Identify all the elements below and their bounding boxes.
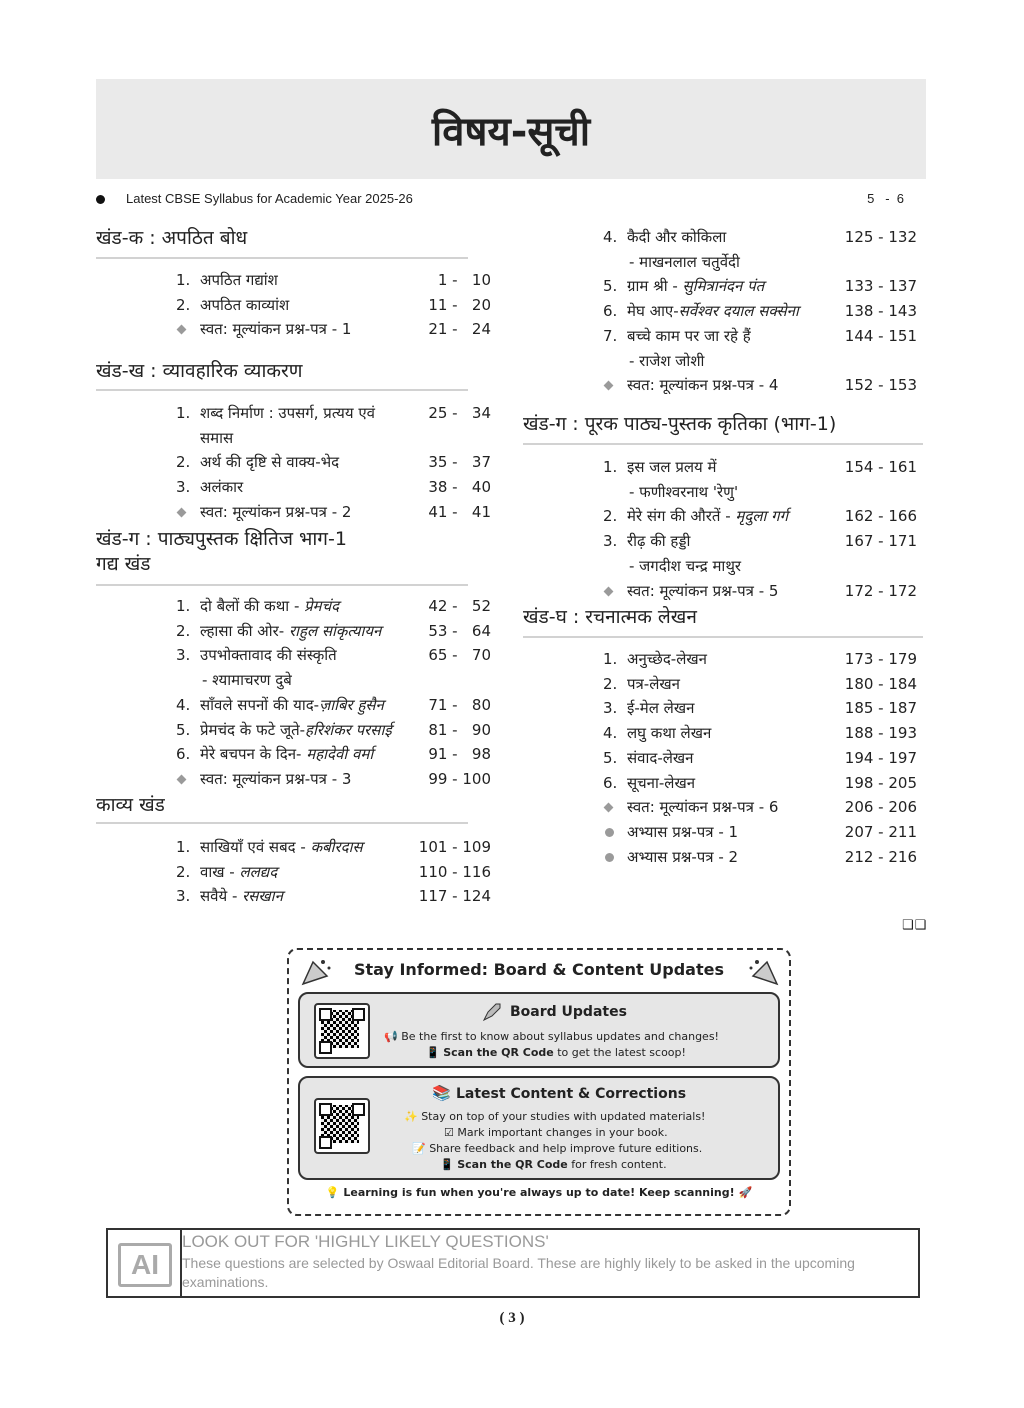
item-pages: 144 - 151 — [844, 326, 917, 345]
item-pages: 185 - 187 — [844, 699, 917, 718]
board-updates-line1: 📢 Be the first to know about syllabus updates and changes! — [384, 1030, 719, 1043]
item-pages: 117 - 124 — [418, 887, 491, 906]
toc-item — [603, 326, 751, 346]
item-number: 3. — [176, 478, 191, 497]
item-title: बच्चे काम पर जा रहे हैं — [627, 326, 751, 345]
item-number: 7. — [603, 326, 618, 345]
toc-item — [603, 227, 726, 247]
item-title: उपभोक्तावाद की संस्कृति — [200, 646, 337, 665]
section-rule — [523, 443, 923, 445]
toc-item — [176, 452, 339, 472]
item-number: 3. — [176, 887, 191, 906]
item-pages: 42 - 52 — [428, 597, 491, 615]
item-pages: 21 - 24 — [428, 320, 491, 339]
syllabus-row — [96, 191, 926, 209]
item-title: सूचना-लेखन — [627, 773, 696, 792]
subsection-heading: गद्य खंड — [96, 553, 151, 575]
ai-description: These questions are selected by Oswaal Editorial Board. These are highly likely to be asked in the upcoming examinations. — [182, 1255, 855, 1290]
item-author: - श्यामाचरण दुबे — [202, 671, 292, 690]
toc-item — [200, 502, 351, 522]
item-title-continued: समास — [200, 428, 234, 447]
books-icon: 📚 — [432, 1084, 451, 1102]
item-number: 5. — [176, 720, 191, 739]
item-number: 1. — [176, 271, 191, 289]
item-pages: 212 - 216 — [844, 847, 917, 866]
updates-title: Stay Informed: Board & Content Updates — [354, 960, 724, 979]
item-number: 2. — [176, 295, 191, 314]
item-title: मेरे बचपन के दिन- — [200, 745, 307, 764]
item-title: दो बैलों की कथा - — [200, 597, 305, 615]
item-author: प्रेमचंद — [304, 597, 340, 615]
item-title: स्वत: मूल्यांकन प्रश्न-पत्र - 4 — [627, 376, 779, 395]
item-title: वाख - — [200, 862, 240, 881]
item-number: 4. — [176, 695, 191, 714]
item-number: 2. — [603, 674, 618, 693]
section-heading: खंड-ख : व्यावहारिक व्याकरण — [96, 360, 303, 382]
bullet-icon — [96, 195, 105, 204]
toc-item — [603, 301, 799, 321]
item-title: ग्राम श्री - — [627, 277, 683, 296]
page-title: विषय-सूची — [431, 108, 591, 155]
item-title: अभ्यास प्रश्न-पत्र - 2 — [627, 847, 739, 866]
item-number: 1. — [603, 650, 618, 668]
item-number: 2. — [603, 507, 618, 526]
section-rule — [96, 389, 468, 391]
item-title: सवैये - — [200, 887, 243, 906]
item-title: साखियाँ एवं सबद - — [200, 838, 311, 856]
qr-code[interactable] — [314, 1003, 370, 1059]
item-pages: 152 - 153 — [844, 376, 917, 395]
item-number: 3. — [603, 532, 618, 551]
toc-item — [603, 649, 707, 669]
ai-info-box — [106, 1228, 920, 1298]
item-title: मेघ आए- — [627, 302, 679, 321]
item-title: स्वत: मूल्यांकन प्रश्न-पत्र - 2 — [200, 502, 352, 521]
diamond-bullet-icon — [177, 325, 187, 335]
item-number: 4. — [603, 228, 618, 246]
toc-item — [603, 748, 694, 768]
toc-item — [627, 797, 778, 817]
item-pages: 101 - 109 — [418, 838, 491, 856]
item-pages: 173 - 179 — [844, 650, 917, 668]
toc-item — [176, 295, 289, 315]
title-banner — [96, 79, 926, 179]
checkmark-icon: ☑ — [444, 1126, 458, 1139]
qr-code[interactable] — [314, 1098, 370, 1154]
section-heading: खंड-क : अपठित बोध — [96, 227, 248, 249]
toc-item — [603, 531, 690, 551]
item-pages: 206 - 206 — [844, 798, 917, 817]
section-heading: खंड-घ : रचनात्मक लेखन — [523, 606, 697, 628]
party-popper-icon — [299, 956, 333, 986]
item-title: संवाद-लेखन — [627, 748, 694, 767]
party-popper-icon — [747, 956, 781, 986]
updates-footer: 💡 Learning is fun when you're always up to date! Keep scanning! 🚀 — [325, 1186, 753, 1199]
circle-bullet-icon — [605, 828, 614, 837]
item-pages: 81 - 90 — [428, 720, 491, 739]
item-number: 1. — [176, 597, 191, 615]
item-pages: 41 - 41 — [428, 502, 491, 521]
ai-title: LOOK OUT FOR 'HIGHLY LIKELY QUESTIONS' — [182, 1232, 549, 1251]
item-author: - राजेश जोशी — [629, 351, 705, 370]
item-title: इस जल प्रलय में — [627, 458, 717, 476]
item-title: रीढ़ की हड्डी — [627, 532, 691, 551]
item-title: लघु कथा लेखन — [627, 724, 712, 743]
item-title: अभ्यास प्रश्न-पत्र - 1 — [627, 822, 739, 841]
item-pages: 198 - 205 — [844, 773, 917, 792]
toc-item — [603, 506, 788, 526]
content-line1: ✨ Stay on top of your studies with updated materials! — [404, 1110, 706, 1123]
item-number: 1. — [176, 838, 191, 856]
diamond-bullet-icon — [604, 381, 614, 391]
item-title: अपठित काव्यांश — [200, 295, 290, 314]
toc-item — [603, 773, 695, 793]
end-mark: ❑❑ — [902, 918, 928, 933]
item-author: - माखनलाल चतुर्वेदी — [629, 252, 740, 271]
rocket-icon: 🚀 — [734, 1186, 753, 1199]
diamond-bullet-icon — [604, 803, 614, 813]
item-number: 3. — [603, 699, 618, 718]
diamond-bullet-icon — [604, 586, 614, 596]
item-pages: 207 - 211 — [844, 822, 917, 841]
toc-item — [176, 645, 337, 665]
item-title: शब्द निर्माण : उपसर्ग, प्रत्यय एवं — [200, 404, 375, 422]
diamond-bullet-icon — [177, 507, 187, 517]
toc-item — [603, 674, 680, 694]
toc-item — [176, 720, 392, 740]
item-pages: 11 - 20 — [428, 295, 491, 314]
item-number: 6. — [603, 302, 618, 321]
item-title: स्वत: मूल्यांकन प्रश्न-पत्र - 5 — [627, 581, 779, 600]
content-updates-heading: Latest Content & Corrections — [456, 1086, 687, 1102]
lightbulb-icon: 💡 — [325, 1186, 344, 1199]
section-rule — [523, 636, 923, 638]
item-title: अलंकार — [200, 478, 244, 497]
item-pages: 125 - 132 — [844, 228, 917, 246]
item-pages: 172 - 172 — [844, 581, 917, 600]
item-number: 6. — [176, 745, 191, 764]
toc-item — [176, 270, 278, 290]
toc-item — [176, 862, 277, 882]
phone-icon: 📱 — [440, 1158, 458, 1171]
item-number: 5. — [603, 277, 618, 296]
toc-item — [603, 276, 764, 296]
content-line4: 📱 Scan the QR Code for fresh content. — [440, 1158, 667, 1171]
item-author: - फणीश्वरनाथ 'रेणु' — [629, 482, 739, 501]
diamond-bullet-icon — [177, 774, 187, 784]
item-title: स्वत: मूल्यांकन प्रश्न-पत्र - 1 — [200, 320, 352, 339]
item-title: साँवले सपनों की याद- — [200, 695, 320, 714]
item-title: अर्थ की दृष्टि से वाक्य-भेद — [200, 453, 340, 472]
item-number: 2. — [176, 862, 191, 881]
toc-item — [627, 375, 778, 395]
item-author: ललद्यद — [239, 862, 278, 881]
item-pages: 188 - 193 — [844, 724, 917, 743]
content-line3: 📝 Share feedback and help improve future editions. — [412, 1142, 703, 1155]
item-author: हरिशंकर परसाई — [305, 720, 392, 739]
item-title: ल्हासा की ओर- — [200, 621, 289, 640]
section-rule — [96, 257, 468, 259]
toc-item — [176, 886, 283, 906]
toc-item — [603, 457, 717, 477]
item-pages: 180 - 184 — [844, 674, 917, 693]
section-heading: खंड-ग : पाठ्यपुस्तक क्षितिज भाग-1 — [96, 528, 347, 550]
toc-item — [176, 621, 381, 641]
item-pages: 167 - 171 — [844, 532, 917, 551]
item-title: स्वत: मूल्यांकन प्रश्न-पत्र - 3 — [200, 769, 352, 788]
toc-item — [176, 596, 339, 616]
item-pages: 38 - 40 — [428, 478, 491, 497]
board-updates-panel — [298, 992, 780, 1068]
toc-item — [176, 695, 384, 715]
megaphone-icon: 📢 — [384, 1030, 402, 1043]
subsection-heading: काव्य खंड — [96, 794, 165, 816]
sparkles-icon: ✨ — [404, 1110, 422, 1123]
item-pages: 162 - 166 — [844, 507, 917, 526]
circle-bullet-icon — [605, 853, 614, 862]
toc-item — [603, 723, 711, 743]
item-pages: 110 - 116 — [418, 862, 491, 881]
item-pages: 35 - 37 — [428, 453, 491, 472]
item-number: 5. — [603, 748, 618, 767]
updates-box — [287, 948, 791, 1216]
board-updates-heading: Board Updates — [510, 1004, 627, 1020]
content-updates-panel — [298, 1076, 780, 1180]
item-title: पत्र-लेखन — [627, 674, 680, 693]
item-number: 2. — [176, 621, 191, 640]
item-pages: 133 - 137 — [844, 277, 917, 296]
toc-item — [176, 477, 243, 497]
item-pages: 138 - 143 — [844, 302, 917, 321]
item-author: मृदुला गर्ग — [735, 507, 789, 526]
item-author: ज़ाबिर हुसैन — [319, 695, 384, 714]
item-author: - जगदीश चन्द्र माथुर — [629, 556, 742, 575]
ai-logo-icon: AI — [118, 1243, 172, 1287]
item-pages: 65 - 70 — [428, 646, 491, 665]
item-pages: 91 - 98 — [428, 745, 491, 764]
item-pages: 71 - 80 — [428, 695, 491, 714]
item-author: राहुल सांकृत्यायन — [288, 621, 382, 640]
item-title: स्वत: मूल्यांकन प्रश्न-पत्र - 6 — [627, 798, 779, 817]
item-pages: 53 - 64 — [428, 621, 491, 640]
toc-item — [603, 698, 694, 718]
board-updates-line2: 📱 Scan the QR Code to get the latest scoop! — [426, 1046, 686, 1059]
item-pages: 25 - 34 — [428, 404, 491, 422]
item-title: अनुच्छेद-लेखन — [627, 650, 707, 668]
item-number: 2. — [176, 453, 191, 472]
item-number: 3. — [176, 646, 191, 665]
content-line2: ☑ Mark important changes in your book. — [444, 1126, 668, 1139]
memo-icon: 📝 — [412, 1142, 430, 1155]
toc-item — [200, 769, 351, 789]
item-title: ई-मेल लेखन — [627, 699, 695, 718]
toc-item — [200, 319, 351, 339]
item-pages: 154 - 161 — [844, 458, 917, 476]
item-author: सर्वेश्वर दयाल सक्सेना — [678, 302, 799, 321]
section-rule — [96, 822, 468, 824]
item-number: 1. — [176, 404, 191, 422]
phone-icon: 📱 — [426, 1046, 444, 1059]
section-rule — [96, 584, 468, 586]
item-number: 1. — [603, 458, 618, 476]
toc-item — [627, 847, 738, 867]
item-number: 4. — [603, 724, 618, 743]
item-pages: 1 - 10 — [437, 271, 491, 289]
toc-item — [627, 581, 778, 601]
page-number: ( 3 ) — [499, 1310, 525, 1326]
item-author: महादेवी वर्मा — [306, 745, 374, 764]
syllabus-pages: 5 - 6 — [867, 191, 904, 206]
item-title: प्रेमचंद के फटे जूते- — [200, 720, 306, 739]
toc-item — [176, 744, 373, 764]
toc-item — [176, 837, 363, 857]
rocket-icon — [480, 1002, 502, 1024]
item-title: अपठित गद्यांश — [200, 271, 278, 289]
toc-item — [176, 403, 375, 423]
ai-logo-cell — [108, 1230, 182, 1296]
item-author: सुमित्रानंदन पंत — [682, 277, 765, 296]
section-heading: खंड-ग : पूरक पाठ्य-पुस्तक कृतिका (भाग-1) — [523, 413, 837, 435]
item-pages: 99 - 100 — [428, 769, 491, 788]
syllabus-label: Latest CBSE Syllabus for Academic Year 2025-26 — [126, 191, 413, 206]
item-title: मेरे संग की औरतें - — [627, 507, 736, 526]
toc-item — [627, 822, 738, 842]
item-number: 6. — [603, 773, 618, 792]
item-title: कैदी और कोकिला — [627, 228, 727, 246]
item-author: रसखान — [242, 887, 283, 906]
item-pages: 194 - 197 — [844, 748, 917, 767]
item-author: कबीरदास — [310, 838, 363, 856]
